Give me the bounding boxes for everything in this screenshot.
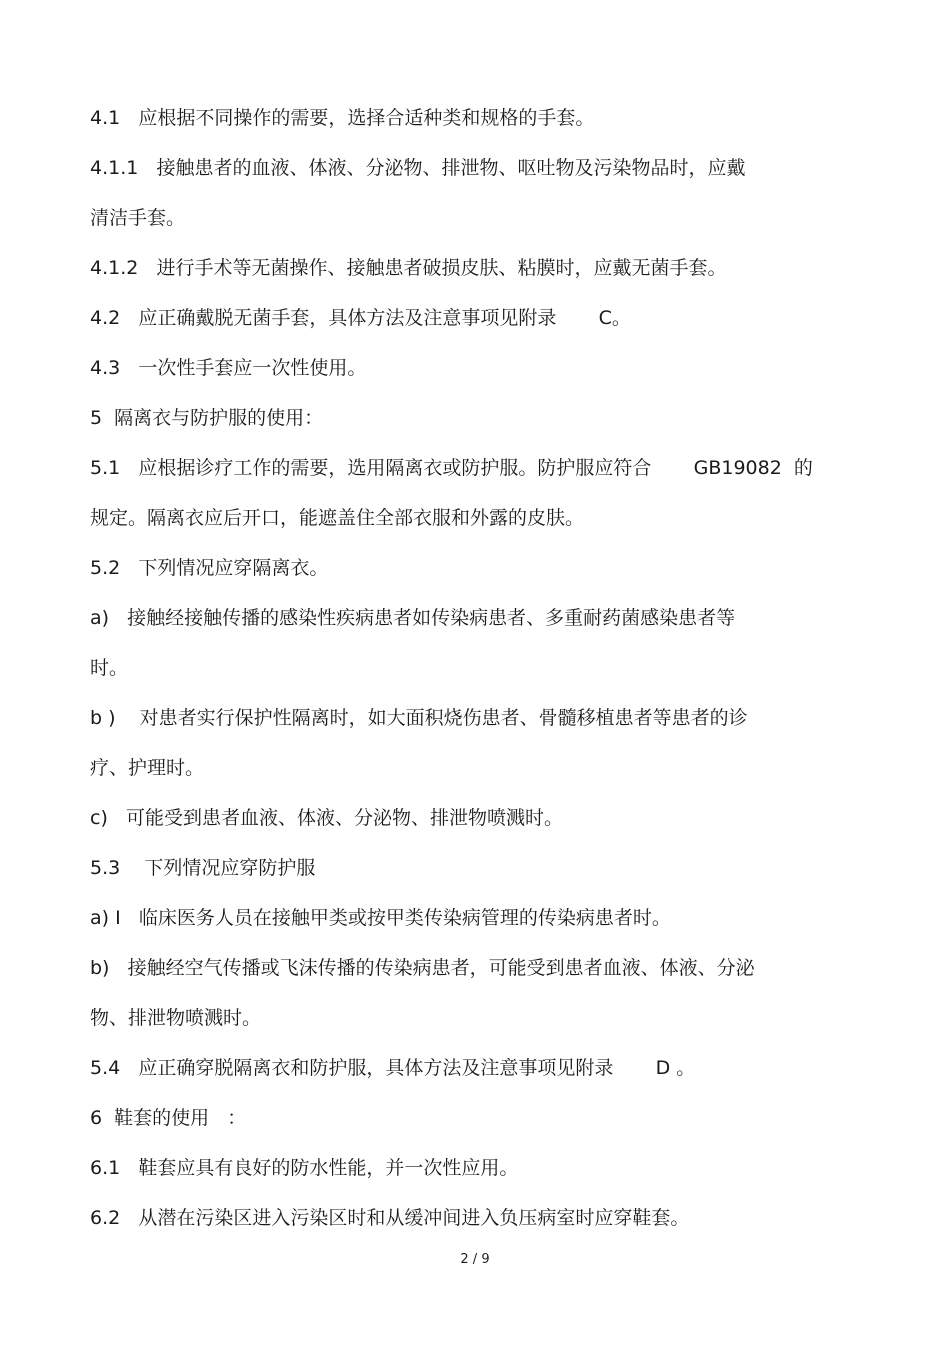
text-line: b) 接触经空气传播或飞沫传播的传染病患者，可能受到患者血液、体液、分泌 <box>90 957 755 979</box>
page-number: 2 / 9 <box>460 1252 490 1267</box>
text-line: 时。 <box>90 657 129 679</box>
text-line: 4.2 应正确戴脱无菌手套，具体方法及注意事项见附录 C。 <box>90 307 631 329</box>
text-line: 6.2 从潜在污染区进入污染区时和从缓冲间进入负压病室时应穿鞋套。 <box>90 1207 690 1229</box>
text-line: 5.3 下列情况应穿防护服 <box>90 857 316 879</box>
text-line: 6.1 鞋套应具有良好的防水性能，并一次性应用。 <box>90 1157 519 1179</box>
text-line: 规定。隔离衣应后开口，能遮盖住全部衣服和外露的皮肤。 <box>90 507 585 529</box>
section-heading: 5 隔离衣与防护服的使用： <box>90 407 324 429</box>
text-line: 4.3 一次性手套应一次性使用。 <box>90 357 367 379</box>
text-line: a) 接触经接触传播的感染性疾病患者如传染病患者、多重耐药菌感染患者等 <box>90 607 736 629</box>
text-line: 疗、护理时。 <box>90 757 205 779</box>
text-line: 5.1 应根据诊疗工作的需要，选用隔离衣或防护服。防护服应符合 GB19082 的 <box>90 457 813 479</box>
section-heading: 6 鞋套的使用 ： <box>90 1107 247 1129</box>
text-line: b ) 对患者实行保护性隔离时，如大面积烧伤患者、骨髓移植患者等患者的诊 <box>90 707 748 729</box>
text-line: 4.1 应根据不同操作的需要，选择合适种类和规格的手套。 <box>90 107 595 129</box>
text-line: 清洁手套。 <box>90 207 186 229</box>
text-line: 5.2 下列情况应穿隔离衣。 <box>90 557 329 579</box>
text-line: 5.4 应正确穿脱隔离衣和防护服，具体方法及注意事项见附录 D 。 <box>90 1057 696 1079</box>
text-line: 4.1.2 进行手术等无菌操作、接触患者破损皮肤、粘膜时，应戴无菌手套。 <box>90 257 727 279</box>
text-line: 4.1.1 接触患者的血液、体液、分泌物、排泄物、呕吐物及污染物品时，应戴 <box>90 157 746 179</box>
text-line: c) 可能受到患者血液、体液、分泌物、排泄物喷溅时。 <box>90 807 563 829</box>
text-line: 物、排泄物喷溅时。 <box>90 1007 262 1029</box>
text-line: a) I 临床医务人员在接触甲类或按甲类传染病管理的传染病患者时。 <box>90 907 671 929</box>
